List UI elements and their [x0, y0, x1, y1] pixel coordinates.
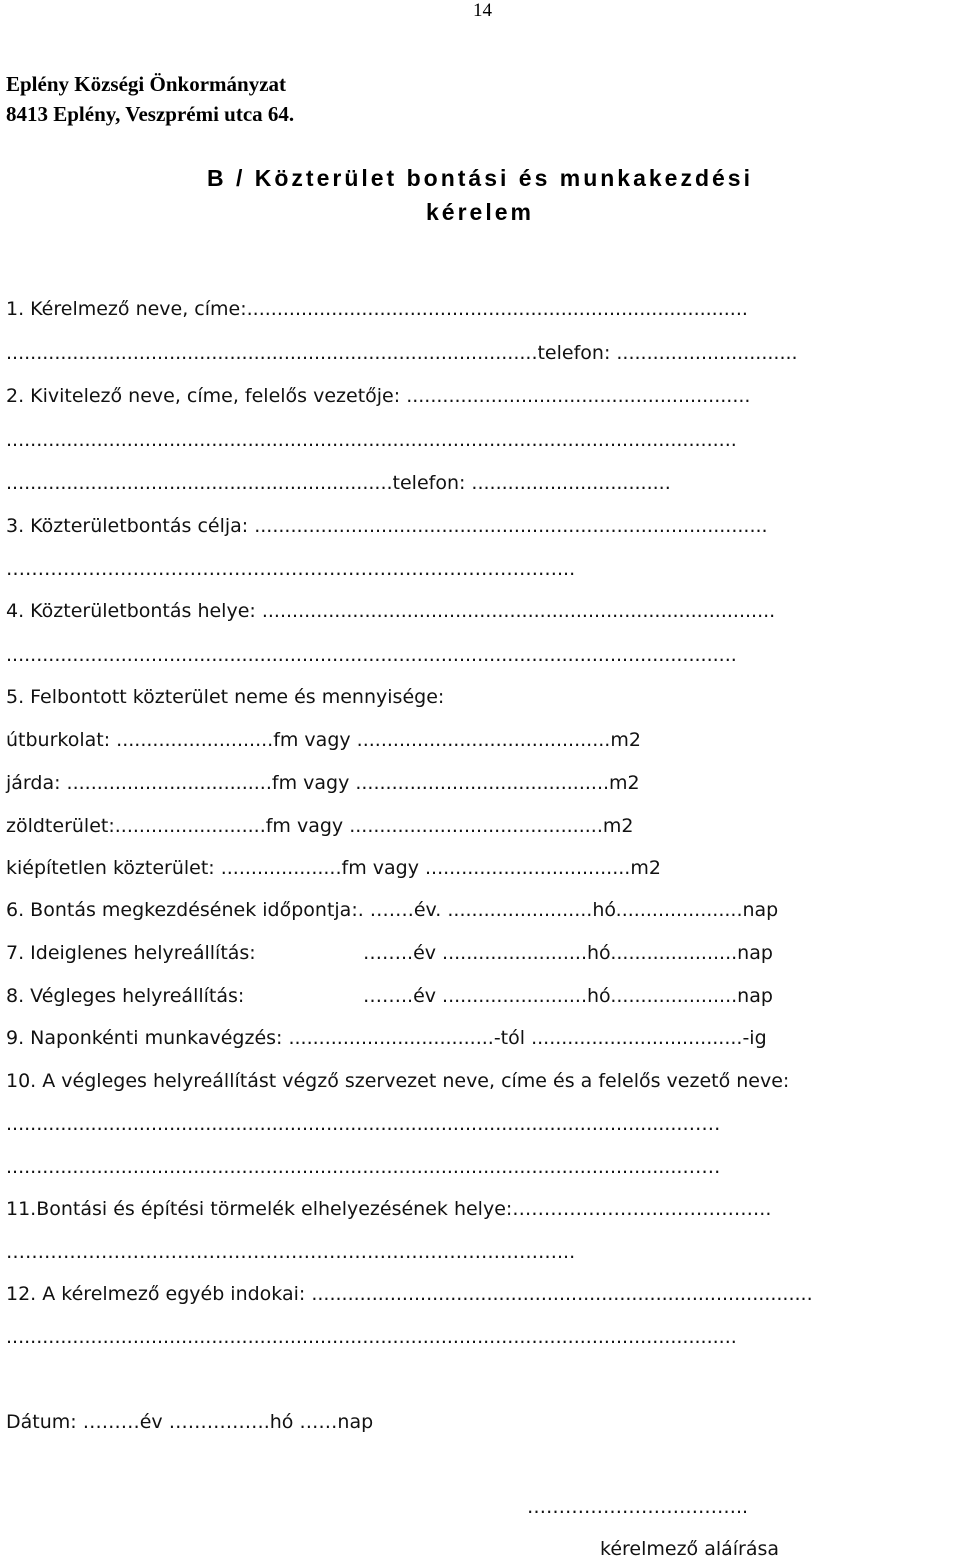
- item-1-applicant: 1. Kérelmező neve, címe:...................................................................................: [6, 298, 748, 320]
- item-5-road-surface: útburkolat: ..........................fm vagy ..........................................m2: [6, 729, 641, 751]
- form-title-line2: kérelem: [426, 199, 534, 225]
- item-8-date: ……..év ........................hó.....................nap: [363, 985, 773, 1007]
- item-7-temporary-restoration: 7. Ideiglenes helyreállítás:: [6, 942, 256, 964]
- item-9-daily-work: 9. Naponkénti munkavégzés: ..................................-tól ...................................-ig: [6, 1027, 767, 1049]
- item-3-continuation: ……………………………………………………………………………...: [6, 558, 576, 580]
- item-5-sidewalk: járda: ..................................fm vagy ..........................................m2: [6, 772, 640, 794]
- signature-line: ……………………………..: [527, 1496, 749, 1518]
- page-number: 14: [473, 0, 492, 21]
- item-1-phone-line: ........................................................................................telefon: ..............................: [6, 342, 798, 364]
- item-2-continuation: .........................................................................................................................: [6, 429, 737, 451]
- item-8-final-restoration: 8. Végleges helyreállítás:: [6, 985, 245, 1007]
- form-title-line1: B / Közterület bontási és munkakezdési: [206, 165, 753, 191]
- item-10-continuation-1: ................................................................................................................……: [6, 1113, 721, 1135]
- item-11-debris-location: 11.Bontási és építési törmelék elhelyezésének helye:…………………………………..: [6, 1198, 772, 1220]
- date-line: Dátum: ………év …………….hó ……nap: [6, 1411, 374, 1433]
- item-4-location: 4. Közterületbontás helye: .....................................................................................: [6, 600, 776, 622]
- item-10-continuation-2: ................................................................................................................……: [6, 1156, 721, 1178]
- organization-address: 8413 Eplény, Veszprémi utca 64.: [6, 102, 295, 126]
- item-3-purpose: 3. Közterületbontás célja: .....................................................................................: [6, 515, 768, 537]
- item-5-heading: 5. Felbontott közterület neme és mennyisége:: [6, 686, 445, 708]
- item-7-date: ……..év ........................hó.....................nap: [363, 942, 773, 964]
- item-2-phone-line: ................................................................telefon: .................................: [6, 472, 671, 494]
- item-2-contractor: 2. Kivitelező neve, címe, felelős vezetője: .........................................................: [6, 385, 751, 407]
- item-6-start-date: 6. Bontás megkezdésének időpontja:. …….év. ........................hó.....................nap: [6, 899, 779, 921]
- item-5-green-area: zöldterület:.........................fm vagy ..........................................m2: [6, 815, 634, 837]
- item-11-continuation: ……………………………………………………………………………...: [6, 1241, 576, 1263]
- item-4-continuation: .........................................................................................................................: [6, 644, 737, 666]
- item-5-unbuilt-area: kiépítetlen közterület: ....................fm vagy ..................................m2: [6, 857, 661, 879]
- organization-name: Eplény Községi Önkormányzat: [6, 72, 287, 96]
- item-12-other-reasons: 12. A kérelmező egyéb indokai: ...................................................................................: [6, 1283, 813, 1305]
- item-12-continuation: .........................................................................................................................: [6, 1326, 737, 1348]
- signature-label: kérelmező aláírása: [600, 1538, 780, 1560]
- item-10-restorer: 10. A végleges helyreállítást végző szervezet neve, címe és a felelős vezető neve:: [6, 1070, 790, 1092]
